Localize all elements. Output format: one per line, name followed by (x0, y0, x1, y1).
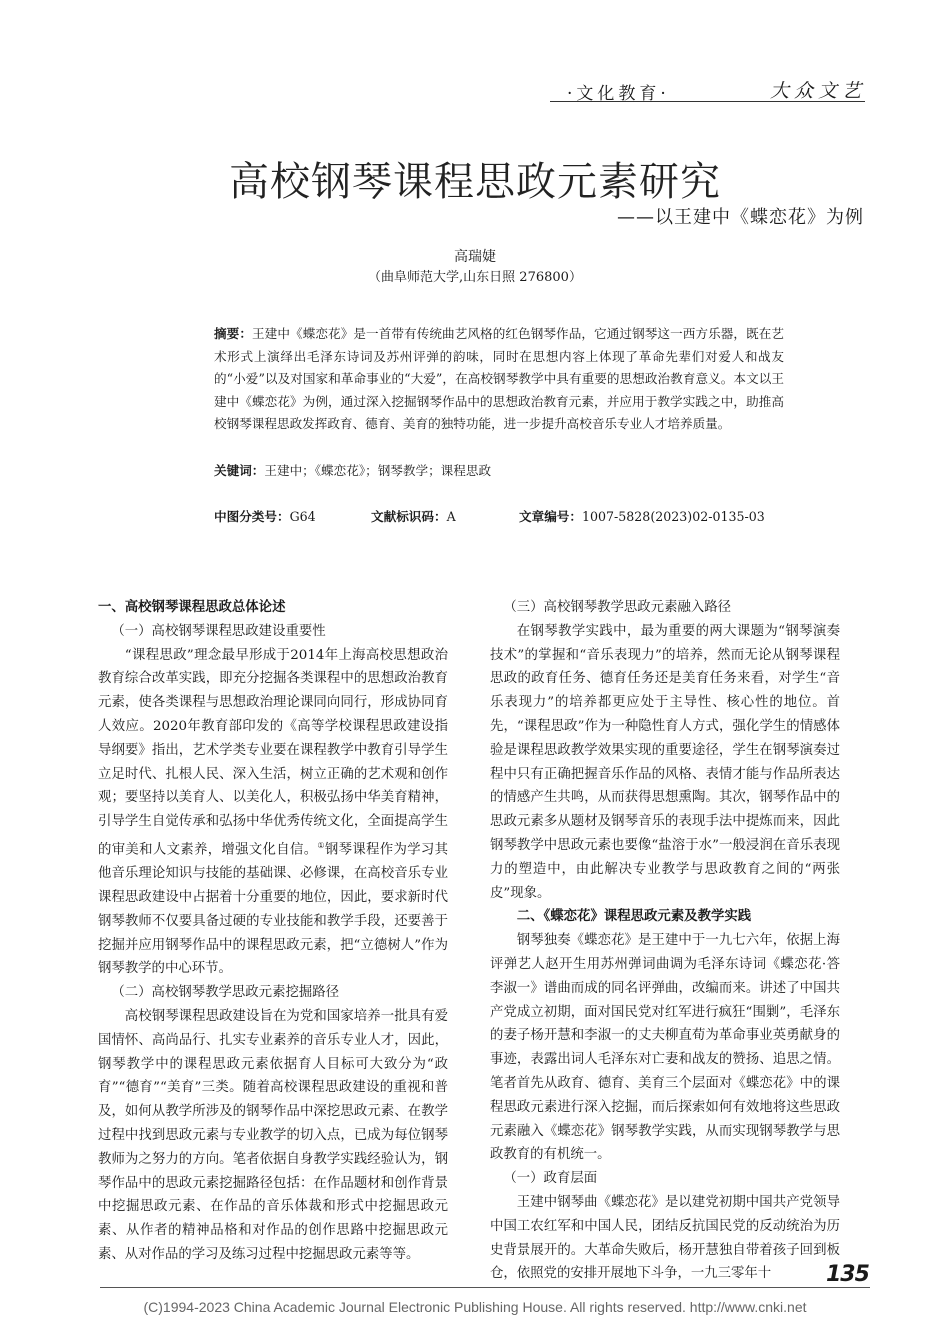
subsection-heading-1-3: （三）高校钢琴教学思政元素融入路径 (503, 600, 732, 615)
abstract-label: 摘要： (214, 326, 253, 341)
subsection-heading-1-2: （二）高校钢琴教学思政元素挖掘路径 (111, 985, 340, 1001)
art-label: 文章编号： (519, 509, 582, 524)
document-code (371, 506, 456, 525)
article-number (519, 506, 765, 525)
keywords-label: 关键词： (214, 463, 265, 478)
copyright-footer: (C)1994-2023 China Academic Journal Electronic Publishing House. All rights reserved. http://www.cnki.net (143, 1299, 807, 1315)
clc-number (214, 506, 316, 525)
subsection-heading-2-1: （一）政育层面 (503, 1171, 598, 1187)
affiliation: （曲阜师范大学,山东日照 276800） (368, 270, 582, 285)
abstract-text: 王建中《蝶恋花》是一首带有传统曲艺风格的红色钢琴作品，它通过钢琴这一西方乐器，既在艺术形式上演绎出毛泽东诗词及苏州评弹的韵味，同时在思想内容上体现了革命先辈们对爱人和战友的“小爱”以及对国家和革命事业的“大爱”，在高校钢琴教学中具有重要的思想政治教育意义。本文以王建中《蝶恋花》为例，通过深入挖掘钢琴作品中的思想政治教育元素，并应用于教学实践之中，助推高校钢琴课程思政发挥政育、德育、美育的独特功能，进一步提升高校音乐专业人才培养质量。 (214, 326, 785, 431)
abstract (214, 323, 784, 436)
author: 高瑞婕 (454, 249, 496, 265)
paragraph-text: “课程思政”理念最早形成于2014年上海高校思想政治教育综合改革实践，即充分挖掘各类课程中的思想政治教育元素，使各类课程与思想政治理论课同向同行，形成协同育人效应。2020年教育部印发的《高等学校课程思政建设指导纲要》指出，艺术学类专业要在课程教学中教育引导学生立足时代、扎根人民、深入生活，树立正确的艺术观和创作观；要坚持以美育人、以美化人，积极弘扬中华美育精神，引导学生自觉传承和弘扬中华优秀传统文化，全面提高学生的审美和人文素养，增强文化自信。 (98, 647, 448, 858)
paragraph: 钢琴独奏《蝶恋花》是王建中于一九七六年，依据上海评弹艺人赵开生用苏州弹词曲调为毛泽东诗词《蝶恋花·答李淑一》谱曲而成的同名评弹曲，改编而来。讲述了中国共产党成立初期，面对国民党对红军进行疯狂“围剿”，毛泽东的妻子杨开慧和李淑一的丈夫柳直荀为革命事业英勇献身的事迹，表露出词人毛泽东对亡妻和战友的赞扬、追思之情。笔者首先从政育、德育、美育三个层面对《蝶恋花》中的课程思政元素进行深入挖掘，而后探索如何有效地将这些思政元素融入《蝶恋花》钢琴教学实践，从而实现钢琴教学与思政教育的有机统一。 (490, 933, 840, 1163)
subsection-heading-1-1: （一）高校钢琴课程思政建设重要性 (111, 623, 326, 639)
right-column (490, 596, 840, 1286)
article-title: 高校钢琴课程思政元素研究 (229, 159, 721, 205)
clc-value: G64 (289, 509, 316, 524)
footnote-marker: ① (317, 840, 325, 850)
article-subtitle: ——以王建中《蝶恋花》为例 (617, 207, 864, 228)
clc-label: 中图分类号： (214, 509, 290, 524)
header-section: ·文化教育· (567, 84, 670, 104)
keywords-text: 王建中；《蝶恋花》；钢琴教学；课程思政 (264, 463, 492, 478)
footer-rule (100, 1287, 870, 1288)
paragraph: 高校钢琴课程思政建设旨在为党和国家培养一批具有爱国情怀、高尚品行、扎实专业素养的音乐专业人才，因此，钢琴教学中的课程思政元素依据育人目标可大致分为“政育”“德育”“美育”三类。随着高校课程思政建设的重视和普及，如何从教学所涉及的钢琴作品中深挖思政元素、在教学过程中找到思政元素与专业教学的切入点，已成为每位钢琴教师为之努力的方向。笔者依据自身教学实践经验认为，钢琴作品中的思政元素挖掘路径包括：在作品题材和创作背景中挖掘思政元素、在作品的音乐体裁和形式中挖掘思政元素、从作者的精神品格和对作品的创作思路中挖掘思政元素、从对作品的学习及练习过程中挖掘思政元素等等。 (98, 1009, 448, 1262)
paragraph: 在钢琴教学实践中，最为重要的两大课题为“钢琴演奏技术”的掌握和“音乐表现力”的培养，然而无论从钢琴课程思政的政育任务、德育任务还是美育任务来看，对学生“音乐表现力”的培养都更应处于主导性、核心性的地位。首先，“课程思政”作为一种隐性育人方式，强化学生的情感体验是课程思政教学效果实现的重要途径，学生在钢琴演奏过程中只有正确把握音乐作品的风格、表情才能与作品所表达的情感产生共鸣，从而获得思想熏陶。其次，钢琴作品中的思政元素多从题材及钢琴音乐的表现手法中提炼而来，因此钢琴教学中思政元素也要像“盐溶于水”一般浸润在音乐表现力的塑造中，由此解决专业教学与思政教育之间的“两张皮”现象。 (490, 623, 840, 901)
header-journal: 大众文艺 (770, 80, 867, 102)
art-value: 1007-5828(2023)02-0135-03 (581, 509, 765, 524)
section-heading-2: 二、《蝶恋花》课程思政元素及教学实践 (516, 909, 752, 925)
page-number: 135 (826, 1262, 869, 1287)
paragraph: 王建中钢琴曲《蝶恋花》是以建党初期中国共产党领导中国工农红军和中国人民，团结反抗国民党的反动统治为历史背景展开的。大革命失败后，杨开慧独自带着孩子回到板仓，依照党的安排开展地下斗争，一九三零年十 (490, 1194, 840, 1282)
left-column (98, 596, 448, 1267)
keywords (214, 460, 491, 479)
doc-label: 文献标识码： (371, 509, 447, 524)
paragraph (98, 644, 448, 982)
doc-value: A (446, 509, 456, 524)
paragraph-text: 钢琴课程作为学习其他音乐理论知识与技能的基础课、必修课，在高校音乐专业课程思政建设中占据着十分重要的地位，因此，要求新时代钢琴教师不仅要具备过硬的专业技能和教学手段，还要善于挖掘并应用钢琴作品中的课程思政元素，把“立德树人”作为钢琴教学的中心环节。 (98, 842, 449, 977)
header-rule (550, 101, 865, 102)
section-heading-1: 一、高校钢琴课程思政总体论述 (98, 600, 286, 615)
